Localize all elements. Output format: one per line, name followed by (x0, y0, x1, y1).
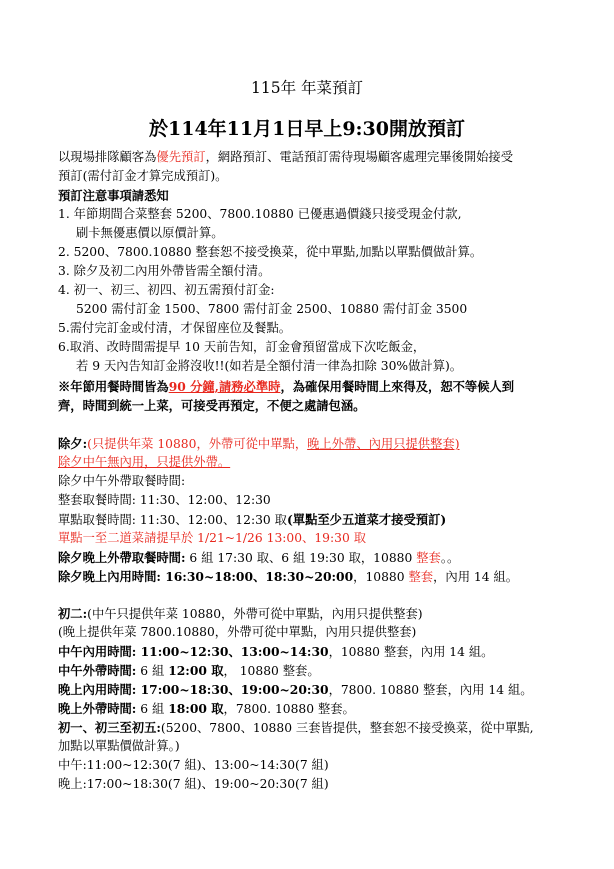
duration-highlight: 90 分鐘,請務必準時 (168, 379, 281, 394)
eve-line-7: 除夕晚上外帶取餐時間: 6 組 17:30 取、6 組 19:30 取，10880 整套。。 (58, 550, 460, 565)
day2-line-10: 晚上:17:00~18:30(7 組)、19:00~20:30(7 組) (58, 777, 329, 791)
eve-line-4: 整套取餐時間: 11:30、12:00、12:30 (58, 493, 271, 507)
day2-line-4: 中午外帶時間: 6 組 12:00 取， 10880 整套。 (58, 663, 320, 678)
eve-line-5: 單點取餐時間: 11:30、12:00、12:30 取(單點至少五道菜才接受預訂) (58, 512, 447, 527)
intro-line-2: 預訂(需付訂金才算完成預訂)。 (58, 169, 228, 183)
note-4: 4. 初一、初三、初四、初五需預付訂金: (58, 283, 275, 297)
day2-line-2: (晚上提供年菜 7800.10880，外帶可從中單點，內用只提供整套) (58, 625, 417, 639)
priority-highlight: 優先預訂 (156, 150, 206, 164)
note-1: 1. 年節期間合菜整套 5200、7800.10880 已優惠過價錢只接受現金付款, (58, 207, 462, 221)
eve-line-3: 除夕中午外帶取餐時間: (58, 474, 186, 488)
time-note-line-1: ※年節用餐時間皆為90 分鐘,請務必準時，為確保用餐時間上來得及，恕不等候人到 (58, 379, 515, 394)
notes-heading: 預訂注意事項請悉知 (58, 188, 169, 203)
eve-line-6: 單點一至二道菜請提早於 1/21~1/26 13:00、19:30 取 (58, 531, 366, 545)
page-subtitle: 於114年11月1日早上9:30開放預訂 (149, 118, 465, 140)
day2-line-3: 中午內用時間: 11:00~12:30、13:00~14:30，10880 整套，內用 14 組。 (58, 644, 494, 659)
eve-line-1: 除夕:(只提供年菜 10880，外帶可從中單點，晚上外帶、內用只提供整套) (58, 436, 460, 451)
day2-line-7: 初一、初三至初五:(5200、7800、10880 三套皆提供，整套恕不接受換菜，從中單點, (58, 720, 534, 735)
eve-line-2: 除夕中午無內用，只提供外帶。 (58, 455, 231, 469)
note-4-cont: 5200 需付訂金 1500、7800 需付訂金 2500、10880 需付訂金 3500 (76, 302, 468, 316)
day2-line-8: 加點以單點價做計算。) (58, 739, 180, 753)
note-3: 3. 除夕及初二內用外帶皆需全額付清。 (58, 264, 271, 278)
day2-line-9: 中午:11:00~12:30(7 組)、13:00~14:30(7 組) (58, 758, 329, 772)
eve-label: 除夕: (58, 436, 88, 451)
day2-line-6: 晚上外帶時間: 6 組 18:00 取，7800. 10880 整套。 (58, 701, 355, 716)
intro-line-1: 以現場排隊顧客為優先預訂，網路預訂、電話預訂需待現場顧客處理完畢後開始接受 (58, 150, 514, 164)
page-title: 115年 年菜預訂 (250, 79, 363, 97)
note-6: 6.取消、改時間需提早 10 天前告知，訂金會預留當成下次吃飯金， (58, 340, 426, 354)
note-2: 2. 5200、7800.10880 整套恕不接受換菜，從中單點,加點以單點價做計算。 (58, 245, 483, 259)
time-note-line-2: 齊，時間到統一上菜，可接受再預定，不便之處請包涵。 (58, 398, 366, 413)
day2-line-5: 晚上內用時間: 17:00~18:30、19:00~20:30，7800. 10880 整套，內用 14 組。 (58, 682, 533, 697)
note-1-cont: 刷卡無優惠價以原價計算。 (76, 226, 224, 240)
day2-line-1: 初二:(中午只提供年菜 10880，外帶可從中單點，內用只提供整套) (58, 606, 423, 621)
note-6-cont: 若 9 天內告知訂金將沒收!!(如若是全額付清一律為扣除 30%做計算)。 (76, 359, 463, 373)
eve-line-8: 除夕晚上內用時間: 16:30~18:00、18:30~20:00，10880 整套，內用 14 組。 (58, 569, 519, 584)
note-5: 5.需付完訂金或付清，才保留座位及餐點。 (58, 321, 292, 335)
